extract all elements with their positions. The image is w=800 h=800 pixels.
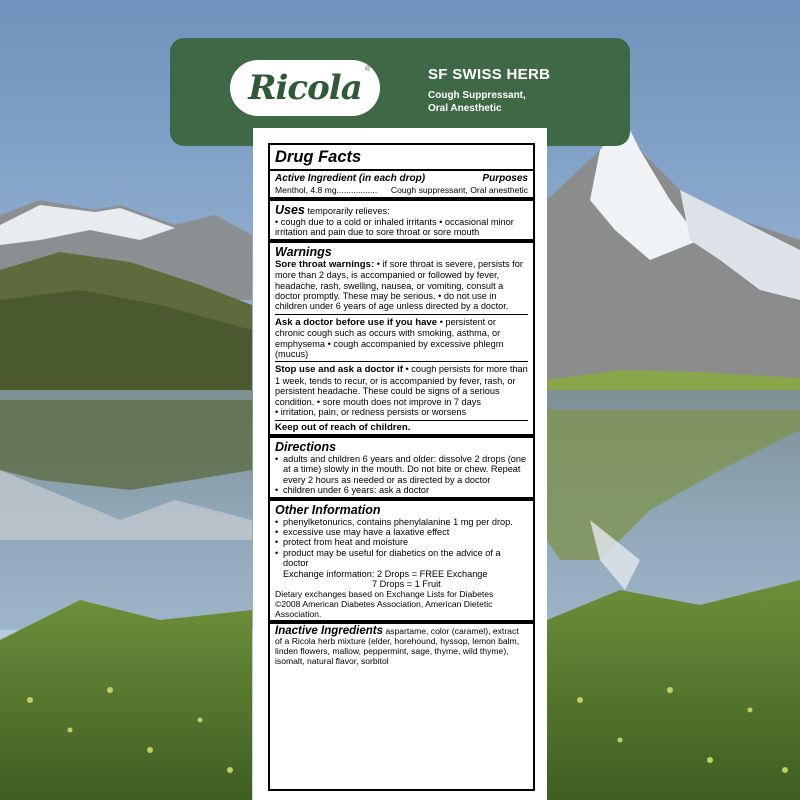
active-ingredient-header: Active Ingredient (in each drop)	[275, 173, 426, 184]
active-ingredient-header-row	[275, 173, 528, 185]
directions-heading: Directions	[275, 439, 337, 454]
stop-use-label: Stop use and ask a doctor if	[275, 364, 403, 376]
sore-throat-text: • if sore throat is severe, persists for more than 2 days, is accompanied or followed by fever, headache, rash, swelling, nausea, or vomiting, consult a doctor promptly. These may be serious. • do not use in children under 6 years of age unless directed by a doctor.	[275, 258, 523, 312]
inactive-ingredients-heading: Inactive Ingredients	[275, 625, 384, 638]
other-information-item: • excessive use may have a laxative effect	[275, 527, 528, 537]
sore-throat-label: Sore throat warnings:	[275, 258, 375, 270]
subtitle-line-2: Oral Anesthetic	[428, 103, 502, 114]
ingredient-name: Menthol, 4.8 mg.................	[275, 185, 378, 195]
inactive-ingredients-text: aspartame, color (caramel), extract of a Ricola herb mixture (elder, horehound, hyssop, lemon balm, linden flowers, mallow, peppermint, sage, thyme, wild thyme), isomalt, natural flavor, sorbitol	[275, 626, 520, 667]
stop-use-warning	[275, 364, 528, 407]
copyright-note: ©2008 American Diabetes Association, American Dietetic Association.	[275, 599, 493, 620]
ask-doctor-label: Ask a doctor before use if you have	[275, 316, 438, 328]
uses-heading: Uses	[275, 203, 305, 217]
logo-wordmark: Ricola	[248, 68, 362, 108]
other-information-item: • product may be useful for diabetics on the advice of a doctor	[275, 548, 528, 569]
ask-doctor-warning	[275, 317, 528, 360]
directions-list	[275, 454, 528, 496]
purposes-header: Purposes	[482, 173, 528, 184]
exchange-info-line-2: 7 Drops = 1 Fruit	[372, 578, 441, 589]
ingredient-row	[275, 185, 528, 196]
warnings-heading: Warnings	[275, 244, 332, 259]
other-information-item: • phenylketonurics, contains phenylalanine 1 mg per drop.	[275, 517, 528, 527]
exchange-info-line-1: Exchange information: 2 Drops = FREE Exchange	[283, 568, 488, 579]
drug-facts-panel	[253, 128, 547, 800]
sore-throat-warning	[275, 259, 528, 312]
inactive-ingredients-section	[275, 626, 528, 666]
other-information-heading: Other Information	[275, 502, 381, 517]
ingredient-purpose: Cough suppressant, Oral anesthetic	[390, 185, 528, 195]
other-information-list	[275, 517, 528, 569]
ask-doctor-text: • persistent or chronic cough such as occurs with smoking, asthma, or emphysema • cough accompanied by excessive phlegm (mucus)	[275, 316, 504, 360]
keep-out-of-reach: Keep out of reach of children.	[275, 421, 411, 433]
dietary-exchange-note: Dietary exchanges based on Exchange Lists for Diabetes	[275, 589, 494, 600]
product-subtitle	[428, 89, 608, 115]
uses-intro: temporarily relieves:	[304, 206, 390, 216]
stop-use-text: • cough persists for more than 1 week, tends to recur, or is accompanied by fever, rash, or persistent headache. These could be signs of a serious condition. • sore mouth does not improve in 7 days	[275, 364, 528, 407]
drug-facts-box	[268, 143, 535, 791]
ricola-logo	[230, 60, 380, 116]
directions-item: • adults and children 6 years and older: dissolve 2 drops (one at a time) slowly in the mouth. Do not bite or chew. Repeat every 2 hours as needed or as directed by a doctor	[275, 454, 528, 485]
stop-use-last: • irritation, pain, or redness persists or worsens	[275, 407, 467, 418]
directions-item: • children under 6 years: ask a doctor	[275, 485, 528, 495]
subtitle-line-1: Cough Suppressant,	[428, 90, 526, 101]
uses-section	[275, 203, 528, 217]
product-name: SF SWISS HERB	[428, 66, 551, 83]
registered-mark: ®	[364, 66, 370, 73]
uses-text: • cough due to a cold or inhaled irritants • occasional minor irritation and pain due to sore throat or sore mouth	[275, 217, 514, 238]
drug-facts-title: Drug Facts	[275, 148, 362, 166]
other-information-item: • protect from heat and moisture	[275, 537, 528, 547]
